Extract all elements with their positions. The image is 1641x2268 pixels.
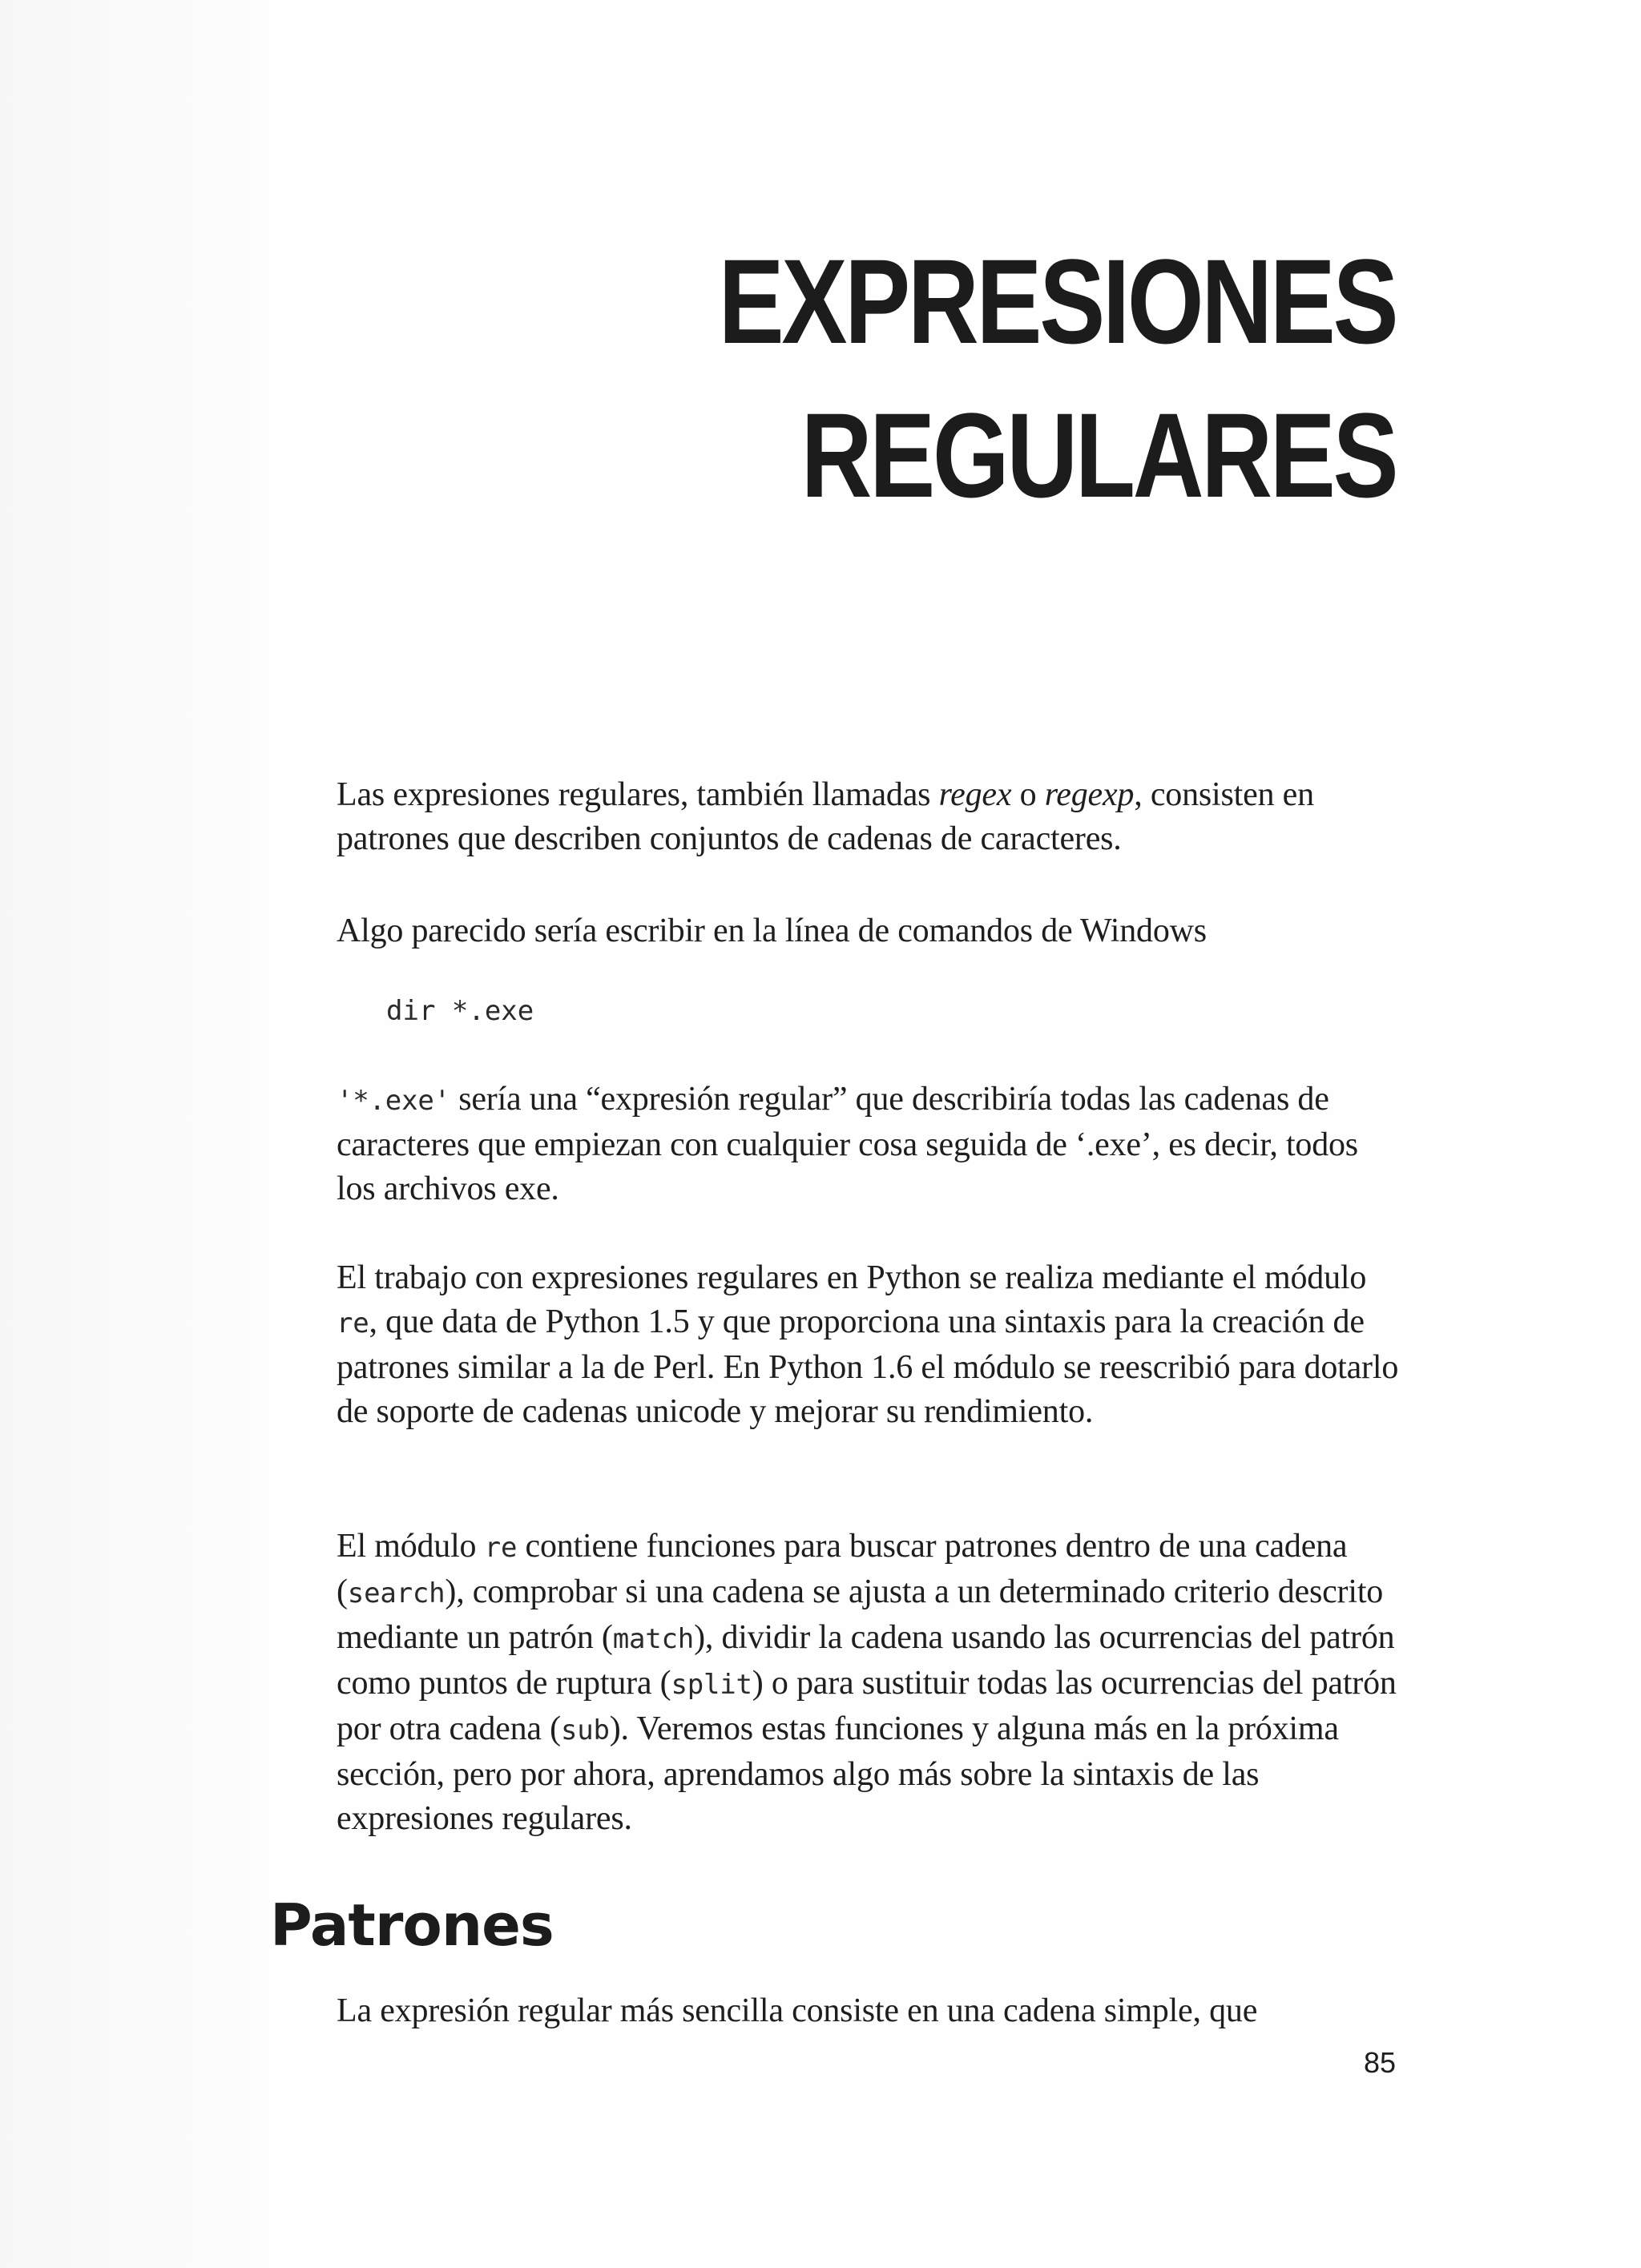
section-heading: Patrones	[270, 1891, 554, 1959]
paragraph-re-functions: El módulo re contiene funciones para buscar patrones dentro de una cadena (search), comprobar si una cadena se ajusta a un determinado criterio descrito mediante un patrón (match), dividir la cadena usando las ocurrencias del patrón como puntos de ruptura (split) o para sustituir todas las ocurrencias del patrón por otra cadena (sub). Veremos estas funciones y alguna más en la próxima sección, pero por ahora, aprendamos algo más sobre la sintaxis de las expresiones regulares.	[337, 1528, 1397, 1837]
page-gutter-shading	[0, 0, 264, 2268]
paragraph-patterns-intro: La expresión regular más sencilla consiste en una cadena simple, que	[337, 1992, 1258, 2029]
code-example: dir *.exe	[386, 995, 534, 1027]
inline-code: split	[671, 1669, 752, 1701]
chapter-title-line-1: EXPRESIONES	[718, 234, 1396, 369]
paragraph-re-module: El trabajo con expresiones regulares en Python se realiza mediante el módulo re, que data de Python 1.5 y que proporciona una sintaxis para la creación de patrones similar a la de Perl. En Python 1.6 el módulo se reescribió para dotarlo de soporte de cadenas unicode y mejorar su rendimiento.	[337, 1259, 1399, 1430]
page-number: 85	[1363, 2046, 1396, 2079]
paragraph-wildcard-explanation: '*.exe' sería una “expresión regular” que describiría todas las cadenas de caracteres que empiezan con cualquier cosa seguida de ‘.exe’, es decir, todos los archivos exe.	[337, 1081, 1358, 1207]
inline-code: '*.exe'	[337, 1085, 450, 1117]
inline-code: re	[484, 1532, 518, 1564]
inline-code: match	[612, 1623, 695, 1655]
chapter-title	[718, 224, 1396, 532]
paragraph-windows-analogy: Algo parecido sería escribir en la línea de comandos de Windows	[337, 912, 1207, 949]
inline-code: re	[337, 1307, 369, 1339]
paragraph-intro: Las expresiones regulares, también llamadas regex o regexp, consisten en patrones que describen conjuntos de cadenas de caracteres.	[337, 776, 1314, 857]
term-regex: regex	[938, 776, 1012, 813]
inline-code: sub	[560, 1714, 610, 1746]
chapter-title-line-2: REGULARES	[800, 388, 1396, 522]
term-regexp: regexp	[1044, 776, 1135, 813]
inline-code: search	[347, 1577, 446, 1609]
